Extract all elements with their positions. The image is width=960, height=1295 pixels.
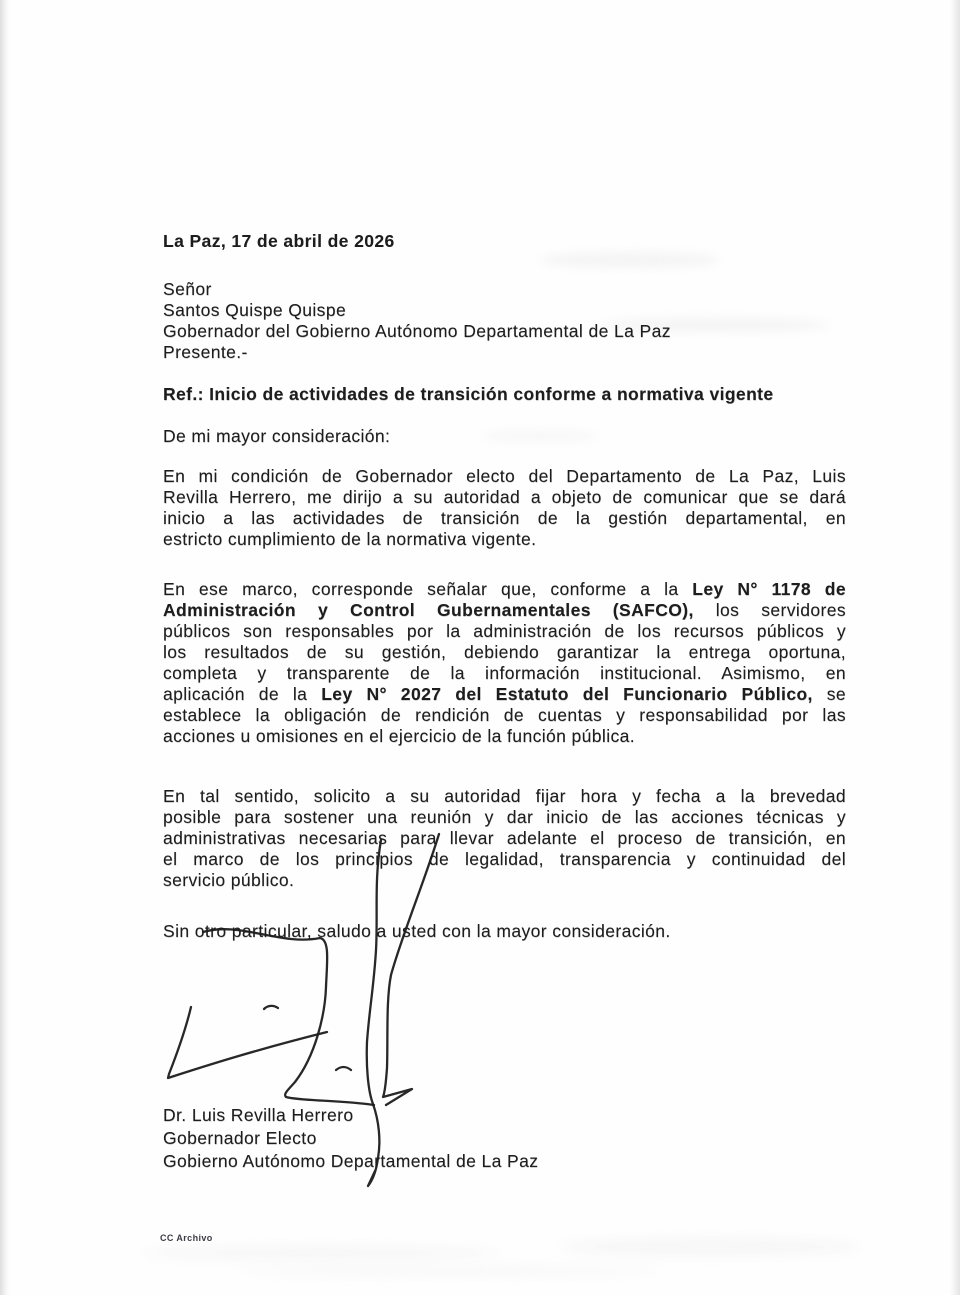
- letter-line: inicio a las actividades de transición de la gestión departamental, en: [163, 508, 846, 528]
- scan-smudge: [560, 1238, 860, 1256]
- letter-line: el marco de los principios de legalidad, transparencia y continuidad del: [163, 849, 846, 869]
- line-text: se: [812, 684, 846, 704]
- letter-line: administrativas necesarias para llevar adelante el proceso de transición, en: [163, 828, 846, 848]
- scan-smudge: [240, 1266, 660, 1276]
- scan-smudge: [140, 1246, 500, 1260]
- letter-line: Revilla Herrero, me dirijo a su autoridad a objeto de comunicar que se dará: [163, 487, 846, 507]
- paragraph-2: [163, 579, 846, 747]
- law-2027-bold: Ley N° 2027 del Estatuto del Funcionario Público,: [321, 684, 813, 704]
- letter-line: estricto cumplimiento de la normativa vigente.: [163, 529, 537, 549]
- letter-line: En mi condición de Gobernador electo del Departamento de La Paz, Luis: [163, 466, 846, 486]
- recipient-name: Santos Quispe Quispe: [163, 300, 347, 320]
- paragraph-3: [163, 786, 846, 891]
- signature-block: [163, 1104, 846, 1173]
- signer-org: Gobierno Autónomo Departamental de La Paz: [163, 1151, 539, 1171]
- cc-archive-note: CC Archivo: [160, 1233, 213, 1243]
- letter-line: En tal sentido, solicito a su autoridad fijar hora y fecha a la brevedad: [163, 786, 846, 806]
- paragraph-1: [163, 466, 846, 550]
- letter-line: [163, 684, 846, 705]
- recipient-block: [163, 279, 846, 363]
- letter-line: públicos son responsables por la administración de los recursos públicos y: [163, 621, 846, 641]
- law-1178-bold: Administración y Control Gubernamentales (SAFCO),: [163, 600, 694, 620]
- recipient-salutation: Señor: [163, 279, 212, 299]
- letter-line: [163, 600, 846, 621]
- recipient-presente: Presente.-: [163, 342, 248, 362]
- line-text: los servidores: [693, 600, 846, 620]
- letter-line: posible para sostener una reunión y dar inicio de las acciones técnicas y: [163, 807, 846, 827]
- line-text: aplicación de la: [163, 684, 322, 704]
- scan-edge-left: [0, 0, 9, 1295]
- letter-line: los resultados de su gestión, debiendo garantizar la entrega oportuna,: [163, 642, 846, 662]
- letter-content: [163, 231, 846, 1173]
- law-1178-bold: Ley N° 1178 de: [692, 579, 846, 599]
- letter-line: acciones u omisiones en el ejercicio de la función pública.: [163, 726, 636, 746]
- line-text: En ese marco, corresponde señalar que, conforme a la: [163, 579, 693, 599]
- letter-line: completa y transparente de la información institucional. Asimismo, en: [163, 663, 846, 683]
- letter-line: [163, 579, 846, 600]
- recipient-title: Gobernador del Gobierno Autónomo Departamental de La Paz: [163, 321, 671, 341]
- reference-line: Ref.: Inicio de actividades de transición conforme a normativa vigente: [163, 384, 774, 404]
- closing-line: Sin otro particular, saludo a usted con la mayor consideración.: [163, 921, 671, 941]
- signer-role: Gobernador Electo: [163, 1128, 317, 1148]
- scan-edge-right: [950, 0, 960, 1295]
- signer-name: Dr. Luis Revilla Herrero: [163, 1105, 354, 1125]
- letter-line: establece la obligación de rendición de cuentas y responsabilidad por las: [163, 705, 846, 725]
- letter-date: La Paz, 17 de abril de 2026: [163, 231, 395, 251]
- letter-line: servicio público.: [163, 870, 295, 890]
- greeting-line: De mi mayor consideración:: [163, 426, 391, 446]
